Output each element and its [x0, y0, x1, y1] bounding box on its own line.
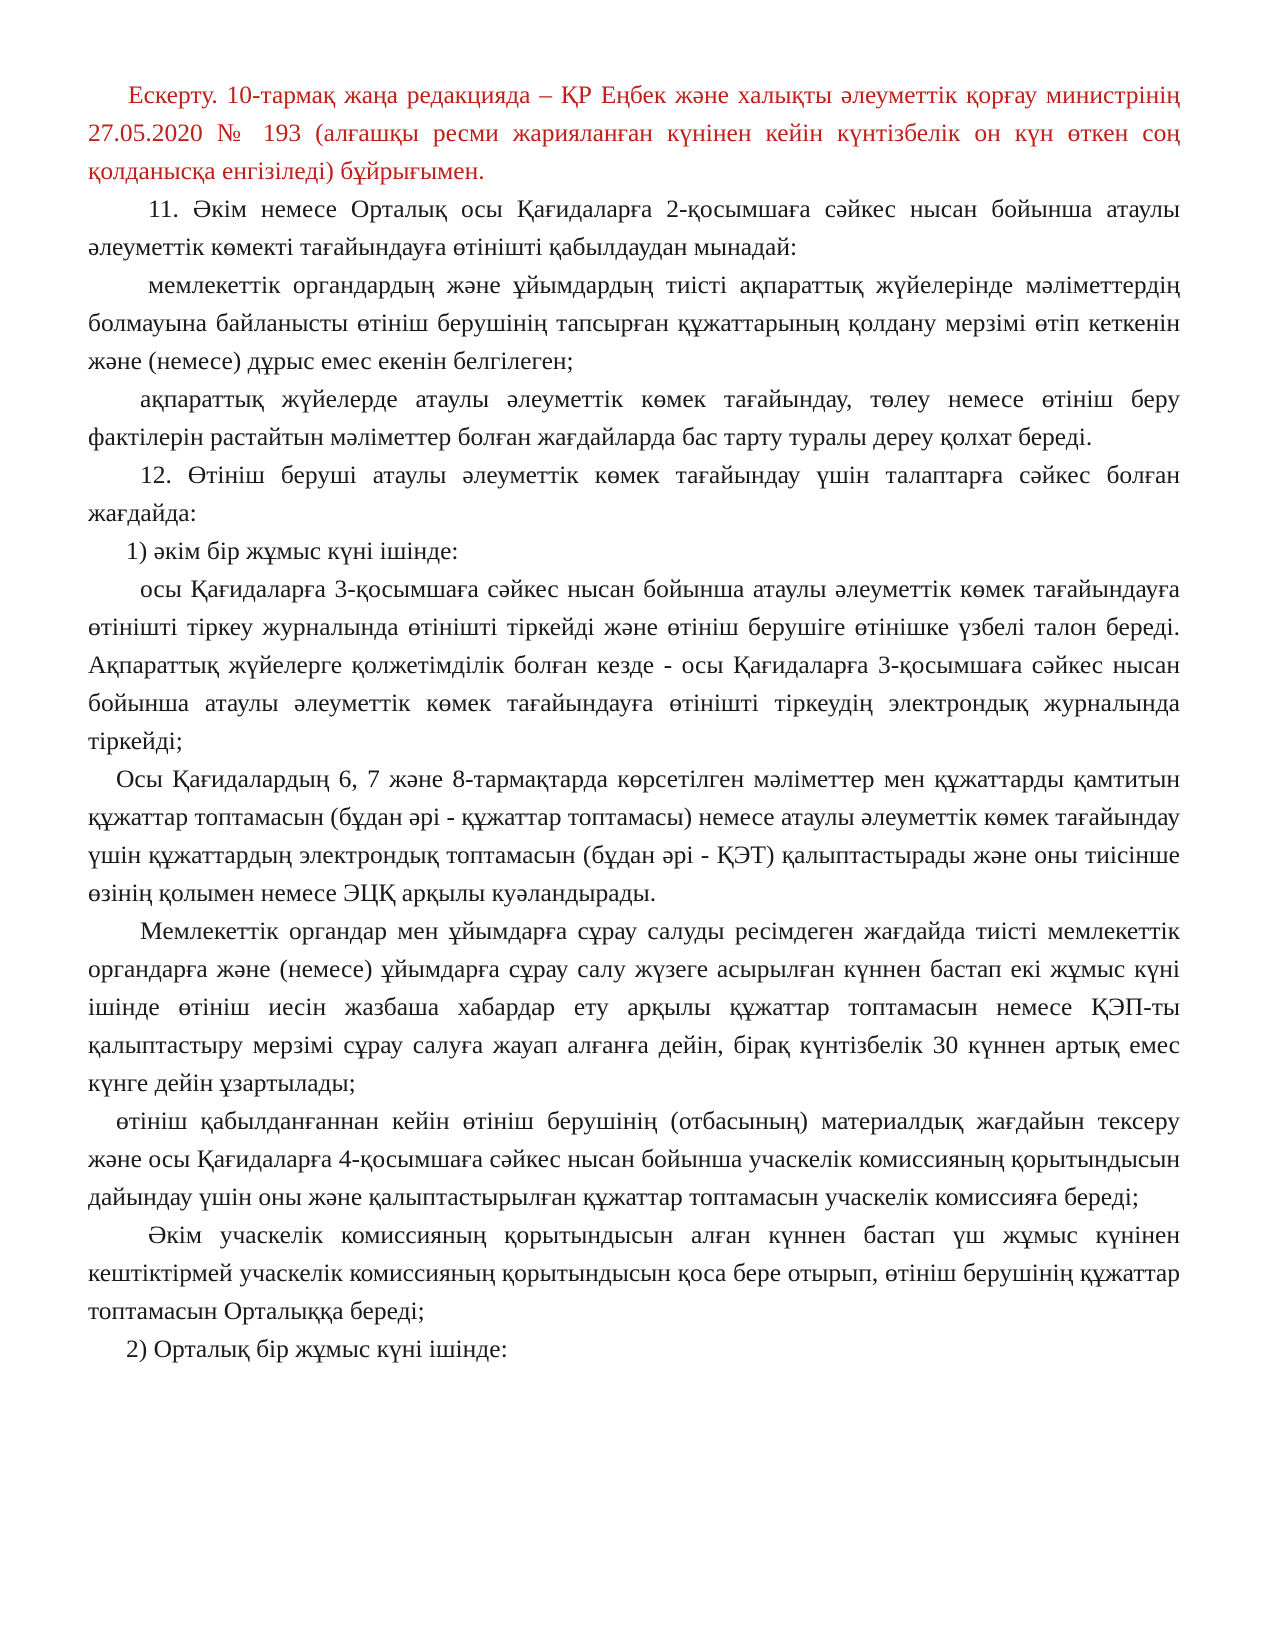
note-prefix: Ескерту. 10-тармақ жаңа редакцияда – ҚР Еңбек және халықты әлеуметтік қорғау министрінің 27.05.2020 № 193: [88, 80, 1180, 147]
paragraph-11-item-2: ақпараттық жүйелерде атаулы әлеуметтік көмек тағайындау, төлеу немесе өтініш беру фактілерін растайтын мәліметтер болған жағдайларда бас тарту туралы дереу қолхат береді.: [88, 384, 1180, 451]
subparagraph-1: 1) әкім бір жұмыс күні ішінде:: [126, 536, 459, 565]
subparagraph-1-item-1: осы Қағидаларға 3-қосымшаға сәйкес нысан бойынша атаулы әлеуметтік көмек тағайындауға өтінішті тіркеу журналында өтінішті тіркейді және өтініш берушіге өтінішке үзбелі талон береді. Ақпараттық жүйелерге қолжетімділік болған кезде - осы Қағидаларға 3-қосымшаға сәйкес нысан бойынша атаулы әлеуметтік көмек тағайындауға өтінішті тіркеудің электрондық журналында тіркейді;: [88, 574, 1180, 755]
paragraph-11: 11. Әкім немесе Орталық осы Қағидаларға 2-қосымшаға сәйкес нысан бойынша атаулы әлеуметтік көмекті тағайындауға өтінішті қабылдаудан мынадай:: [88, 194, 1180, 261]
subparagraph-2: 2) Орталық бір жұмыс күні ішінде:: [126, 1334, 508, 1363]
subparagraph-1-item-5: Әкім учаскелік комиссияның қорытындысын алған күннен бастап үш жұмыс күнінен кештіктірмей учаскелік комиссияның қорытындысын қоса бере отырып, өтініш берушінің құжаттар топтамасын Орталыққа береді;: [88, 1220, 1180, 1325]
paragraph-12: 12. Өтініш беруші атаулы әлеуметтік көмек тағайындау үшін талаптарға сәйкес болған жағдайда:: [88, 460, 1180, 527]
document-page: [88, 76, 1180, 1368]
subparagraph-1-item-3: Мемлекеттік органдар мен ұйымдарға сұрау салуды ресімдеген жағдайда тиісті мемлекеттік органдарға және (немесе) ұйымдарға сұрау салу жүзеге асырылған күннен бастап екі жұмыс күні ішінде өтініш иесін жазбаша хабардар ету арқылы құжаттар топтамасын немесе ҚЭП-ты қалыптастыру мерзімі сұрау салуға жауап алғанға дейін, бірақ күнтізбелік 30 күннен артық емес күнге дейін ұзартылады;: [88, 916, 1180, 1097]
note-suffix: (алғашқы ресми жарияланған күнінен кейін күнтізбелік он күн өткен соң қолданысқа енгізіледі) бұйрығымен.: [88, 118, 1180, 185]
paragraph-11-item-1: мемлекеттік органдардың және ұйымдардың тиісті ақпараттық жүйелерінде мәліметтердің болмауына байланысты өтініш берушінің тапсырған құжаттарының қолдану мерзімі өтіп кеткенін және (немесе) дұрыс емес екенін белгілеген;: [88, 270, 1180, 375]
editorial-note: [88, 76, 1180, 190]
subparagraph-1-item-4: өтініш қабылданғаннан кейін өтініш берушінің (отбасының) материалдық жағдайын тексеру және осы Қағидаларға 4-қосымшаға сәйкес нысан бойынша учаскелік комиссияның қорытындысын дайындау үшін оны және қалыптастырылған құжаттар топтамасын учаскелік комиссияға береді;: [88, 1106, 1180, 1211]
subparagraph-1-item-2: Осы Қағидалардың 6, 7 және 8-тармақтарда көрсетілген мәліметтер мен құжаттарды қамтитын құжаттар топтамасын (бұдан әрі - құжаттар топтамасы) немесе атаулы әлеуметтік көмек тағайындау үшін құжаттардың электрондық топтамасын (бұдан әрі - ҚЭТ) қалыптастырады және оны тиісінше өзінің қолымен немесе ЭЦҚ арқылы куәландырады.: [88, 764, 1180, 907]
